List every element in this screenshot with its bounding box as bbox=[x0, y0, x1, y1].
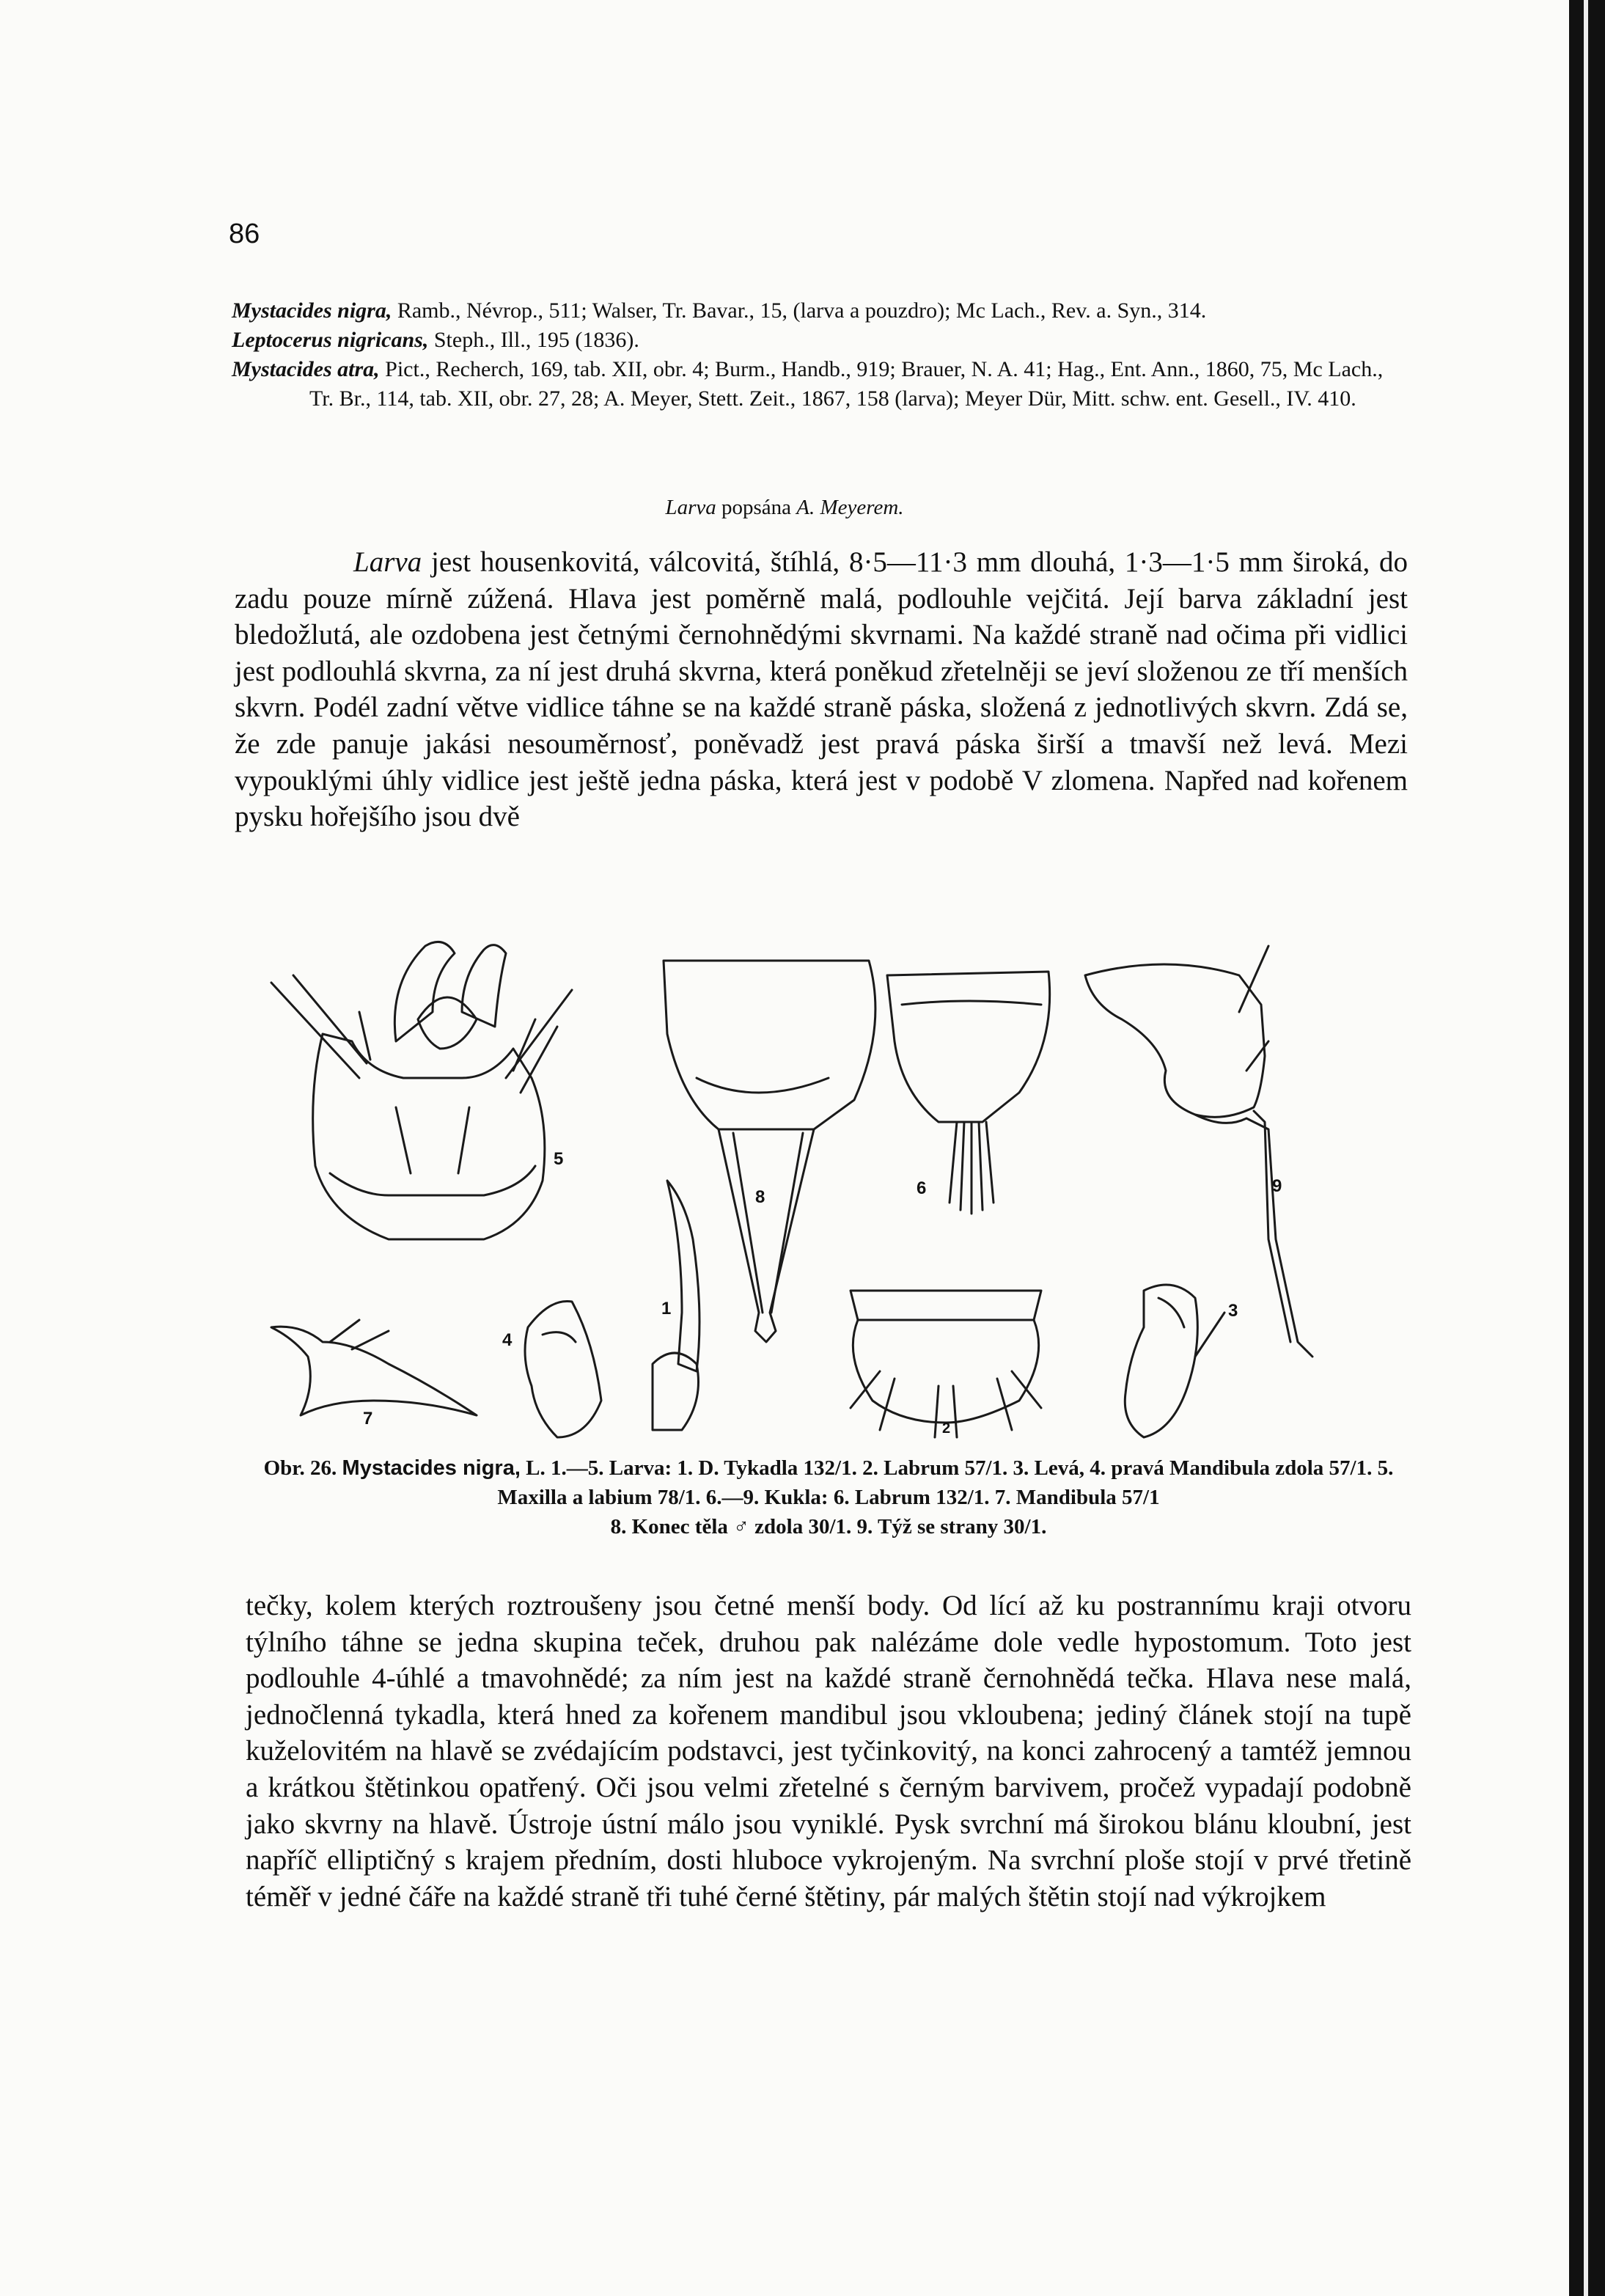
figure-9-body-side bbox=[1085, 946, 1312, 1357]
figure-label-2: 2 bbox=[942, 1420, 951, 1437]
caption-text: L. 1.—5. Larva: 1. D. Tykadla 132/1. 2. Labrum 57/1. 3. Levá, 4. pravá Mandibula zdola 57/1. 5. Maxilla a labium 78/1. 6.—9. Kukla: 6. Labrum 132/1. 7. Mandibula 57/1 bbox=[497, 1456, 1394, 1509]
figure-label-1: 1 bbox=[661, 1299, 672, 1318]
caption-line-1 bbox=[235, 1453, 1422, 1512]
figure-label-4: 4 bbox=[502, 1330, 513, 1350]
figure-label-3: 3 bbox=[1228, 1301, 1238, 1321]
caption-prefix: Obr. 26. bbox=[263, 1456, 337, 1480]
caption-species-name: Mystacides nigra, bbox=[342, 1456, 521, 1480]
figure-4-right-mandible bbox=[525, 1301, 601, 1437]
anatomical-figure bbox=[242, 931, 1415, 1445]
reference-entry bbox=[232, 326, 1405, 355]
taxon-name: Mystacides atra, bbox=[232, 357, 380, 381]
synonymy-references bbox=[232, 296, 1405, 414]
scan-border bbox=[1569, 0, 1605, 2296]
figure-3-left-mandible bbox=[1125, 1285, 1224, 1437]
taxon-name: Mystacides nigra, bbox=[232, 298, 392, 323]
figure-8-body-end bbox=[664, 961, 875, 1342]
figure-1-antenna bbox=[653, 1181, 699, 1430]
described-word: Larva bbox=[665, 496, 716, 519]
caption-line-2: 8. Konec těla ♂ zdola 30/1. 9. Týž se strany 30/1. bbox=[610, 1515, 1047, 1538]
body-paragraph-1 bbox=[235, 544, 1408, 835]
figure-label-6: 6 bbox=[917, 1178, 927, 1198]
figure-6-pupal-labrum bbox=[887, 972, 1050, 1214]
figure-5-maxilla-labium bbox=[271, 942, 572, 1239]
scan-border-edge bbox=[1584, 0, 1588, 2296]
figure-caption bbox=[235, 1453, 1422, 1541]
described-middle: popsána bbox=[716, 496, 797, 519]
reference-entry bbox=[232, 296, 1405, 326]
reference-text: Pict., Recherch, 169, tab. XII, obr. 4; Burm., Handb., 919; Brauer, N. A. 41; Hag., Ent. Ann., 1860, 75, Mc Lach., Tr. Br., 114, tab. XII, obr. 27, 28; A. Meyer, Stett. Zeit., 1867, 158 (larva); Meyer Dür, Mitt. schw. ent. Gesell., IV. 410. bbox=[309, 357, 1384, 411]
paragraph-lead-word: Larva bbox=[353, 546, 422, 578]
figure-label-9: 9 bbox=[1272, 1176, 1282, 1196]
described-by-line bbox=[0, 496, 1569, 520]
figure-label-5: 5 bbox=[554, 1149, 564, 1169]
reference-entry bbox=[232, 355, 1405, 414]
body-paragraph-2: tečky, kolem kterých roztroušeny jsou četné menší body. Od lící až ku postrannímu kraji otvoru týlního táhne se jedna skupina teček, druhou pak nalézáme dole vedle hypostomum. Toto jest podlouhle 4-úhlé a tmavohnědé; za ním jest na každé straně černohnědá tečka. Hlava nese malá, jednočlenná tykadla, která hned za kořenem mandibul jsou vkloubena; jediný článek stojí na tupě kuželovitém na hlavě se zvédajícím podstavci, jest tyčinkovitý, na konci zahrocený a tamtéž jemnou a krátkou štětinkou opatřený. Oči jsou velmi zřetelné s černým barvivem, pročež vypadají podobně jako skvrny na hlavě. Ústroje ústní málo jsou vyniklé. Pysk svrchní má širokou blánu kloubní, jest napříč elliptičný s krajem předním, dosti hluboce vykrojeným. Na svrchní ploše stojí v prvé třetině téměř v jedné čáře na každé straně tři tuhé černé štětiny, pár malých štětin stojí nad výkrojkem bbox=[246, 1590, 1411, 1912]
reference-text: Steph., Ill., 195 (1836). bbox=[428, 328, 639, 352]
paragraph-text: jest housenkovitá, válcovitá, štíhlá, 8·5—11·3 mm dlouhá, 1·3—1·5 mm široká, do zadu pouze mírně zúžená. Hlava jest poměrně malá, podlouhle vejčitá. Její barva základní jest bledožlutá, ale ozdobena jest četnými černohnědými skvrnami. Na každé straně nad očima při vidlici jest podlouhlá skvrna, za ní jest druhá skvrna, která poněkud zřetelněji se jeví složenou ze tří menších skvrn. Podél zadní větve vidlice táhne se na každé straně páska, složená z jednotlivých skvrn. Zdá se, že zde panuje jakási nesouměrnosť, poněvadž jest pravá páska širší a tmavší než levá. Mezi vypouklými úhly vidlice jest ještě jedna páska, která jest v podobě V zlomena. Napřed nad kořenem pysku hořejšího jsou dvě bbox=[235, 546, 1408, 833]
page-number: 86 bbox=[229, 219, 260, 249]
taxon-name: Leptocerus nigricans, bbox=[232, 328, 429, 352]
figure-label-8: 8 bbox=[755, 1187, 765, 1207]
described-author: A. Meyerem. bbox=[796, 496, 904, 519]
figure-7-pupal-mandible bbox=[271, 1320, 477, 1415]
figure-2-larval-labrum bbox=[851, 1291, 1041, 1437]
reference-text: Ramb., Névrop., 511; Walser, Tr. Bavar., 15, (larva a pouzdro); Mc Lach., Rev. a. Syn., 314. bbox=[392, 298, 1207, 323]
figure-label-7: 7 bbox=[363, 1409, 373, 1428]
